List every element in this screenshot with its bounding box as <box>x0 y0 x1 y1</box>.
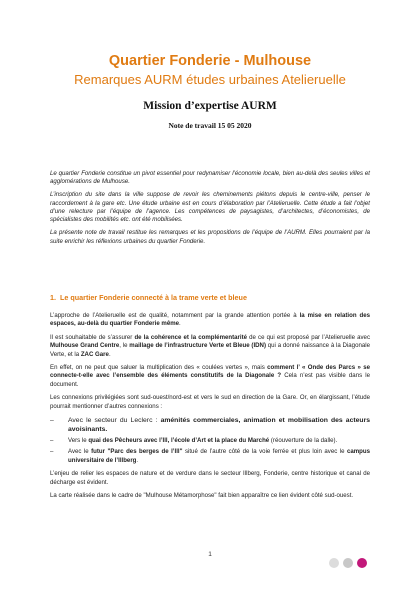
body-paragraph <box>50 334 370 359</box>
text-run: En effet, on ne peut que saluer la multiplication des « coulées vertes », mais <box>50 364 268 372</box>
connections-list <box>50 416 370 465</box>
text-run: (réouverture de la dalle). <box>269 437 338 445</box>
section-body <box>50 312 370 506</box>
text-run: situé de l’autre côté de la voie ferrée et plus loin avec le <box>182 448 347 456</box>
bold-text: quai des Pêcheurs avec l’Ill, l’école d’Art et la place du Marché <box>88 437 270 445</box>
intro-section <box>50 170 370 250</box>
text-run: Avec le secteur du Leclerc : <box>68 417 161 425</box>
bold-text: futur "Parc des berges de l’Ill" <box>91 448 183 456</box>
document-header <box>0 52 420 130</box>
body-paragraph <box>50 364 370 389</box>
bold-text: maillage de l’infrastructure Verte et Bleue (IDN) <box>129 342 266 350</box>
bold-text: de la cohérence et la complémentarité <box>134 333 247 341</box>
body-paragraph <box>50 312 370 329</box>
bold-text: campus universitaire de l’Illberg <box>68 448 370 464</box>
intro-paragraph: La présente note de travail restitue les remarques et les propositions de l’équipe de l’AURM. Elles pourraient par la suite enrichir les réflexions urbaines du quartier Fonderie. <box>50 229 370 245</box>
list-item <box>50 437 370 445</box>
intro-paragraph: Le quartier Fonderie constitue un pivot essentiel pour redynamiser l’économie locale, bien au-delà des seules villes et agglomérations de Mulhouse. <box>50 170 370 186</box>
bold-text: Mulhouse Grand Centre <box>50 342 120 350</box>
text-run: qui a donné naissance à la Diagonale Verte, et la <box>50 342 370 358</box>
text-run: Il est souhaitable de s’assurer <box>50 333 135 341</box>
list-item <box>50 416 370 434</box>
intro-paragraph: L’inscription du site dans la ville suppose de revoir les cheminements piétons depuis le centre-ville, penser le raccordement à la gare etc. Une étude urbaine est en cours d’élaboration par l’Atelieruelle. Cette étude a fait l’objet d’une relecture par l’équipe de l’agence. Les compétences de paysagistes, d’architectes, d’économistes, de spécialistes des mobilités etc. ont été mobilisées. <box>50 191 370 224</box>
text-run: . <box>179 320 181 328</box>
decorative-dots <box>329 558 367 568</box>
body-paragraph: L’enjeu de relier les espaces de nature et de verdure dans le secteur Illberg, Fonderie, centre historique et canal de décharge est évident. <box>50 470 370 486</box>
bold-text: aménités commerciales, animation et mobilisation des acteurs avoisinants. <box>68 417 370 434</box>
document-subtitle: Remarques AURM études urbaines Atelieruelle <box>74 72 346 87</box>
dot-icon <box>343 558 353 568</box>
list-item <box>50 448 370 465</box>
text-run: de ce qui est proposé par l’Atelieruelle avec <box>247 333 370 341</box>
mission-heading: Mission d’expertise AURM <box>143 100 277 112</box>
body-paragraph: La carte réalisée dans le cadre de "Mulhouse Métamorphose" fait bien apparaître ce lien évident côté sud-ouest. <box>50 492 354 500</box>
text-run: . <box>108 350 111 358</box>
dot-icon <box>357 558 367 568</box>
bold-text: comment l’ « Onde des Parcs » se connecte-t-elle avec l’ensemble des éléments constitutifs de la Diagonale ? <box>50 364 370 380</box>
text-run: Avec le <box>68 448 92 456</box>
section-title-text: Le quartier Fonderie connecté à la trame verte et bleue <box>60 293 247 302</box>
section-number: 1. <box>50 293 56 302</box>
bold-text: la mise en relation des espaces, au-delà du quartier Fonderie même <box>50 312 370 328</box>
bold-text: ZAC Gare <box>80 350 109 358</box>
text-run: L’approche de l’Atelieruelle est de qualité, notamment par la grande attention portée à <box>50 312 300 319</box>
work-note-date: Note de travail 15 05 2020 <box>168 121 252 130</box>
document-title: Quartier Fonderie - Mulhouse <box>108 53 312 69</box>
text-run: . <box>136 456 139 464</box>
section-heading <box>50 293 370 302</box>
text-run: Vers le <box>68 437 89 445</box>
dot-icon <box>329 558 339 568</box>
page-number: 1 <box>208 551 212 558</box>
body-paragraph: Les connexions privilégiées sont sud-ouest/nord-est et vers le sud en direction de la Gare. Or, en élargissant, l’étude pourrait mentionner d’autres connexions : <box>50 394 370 410</box>
text-run: Cela n’est pas visible dans le document. <box>50 372 371 388</box>
text-run: , le <box>119 342 130 350</box>
